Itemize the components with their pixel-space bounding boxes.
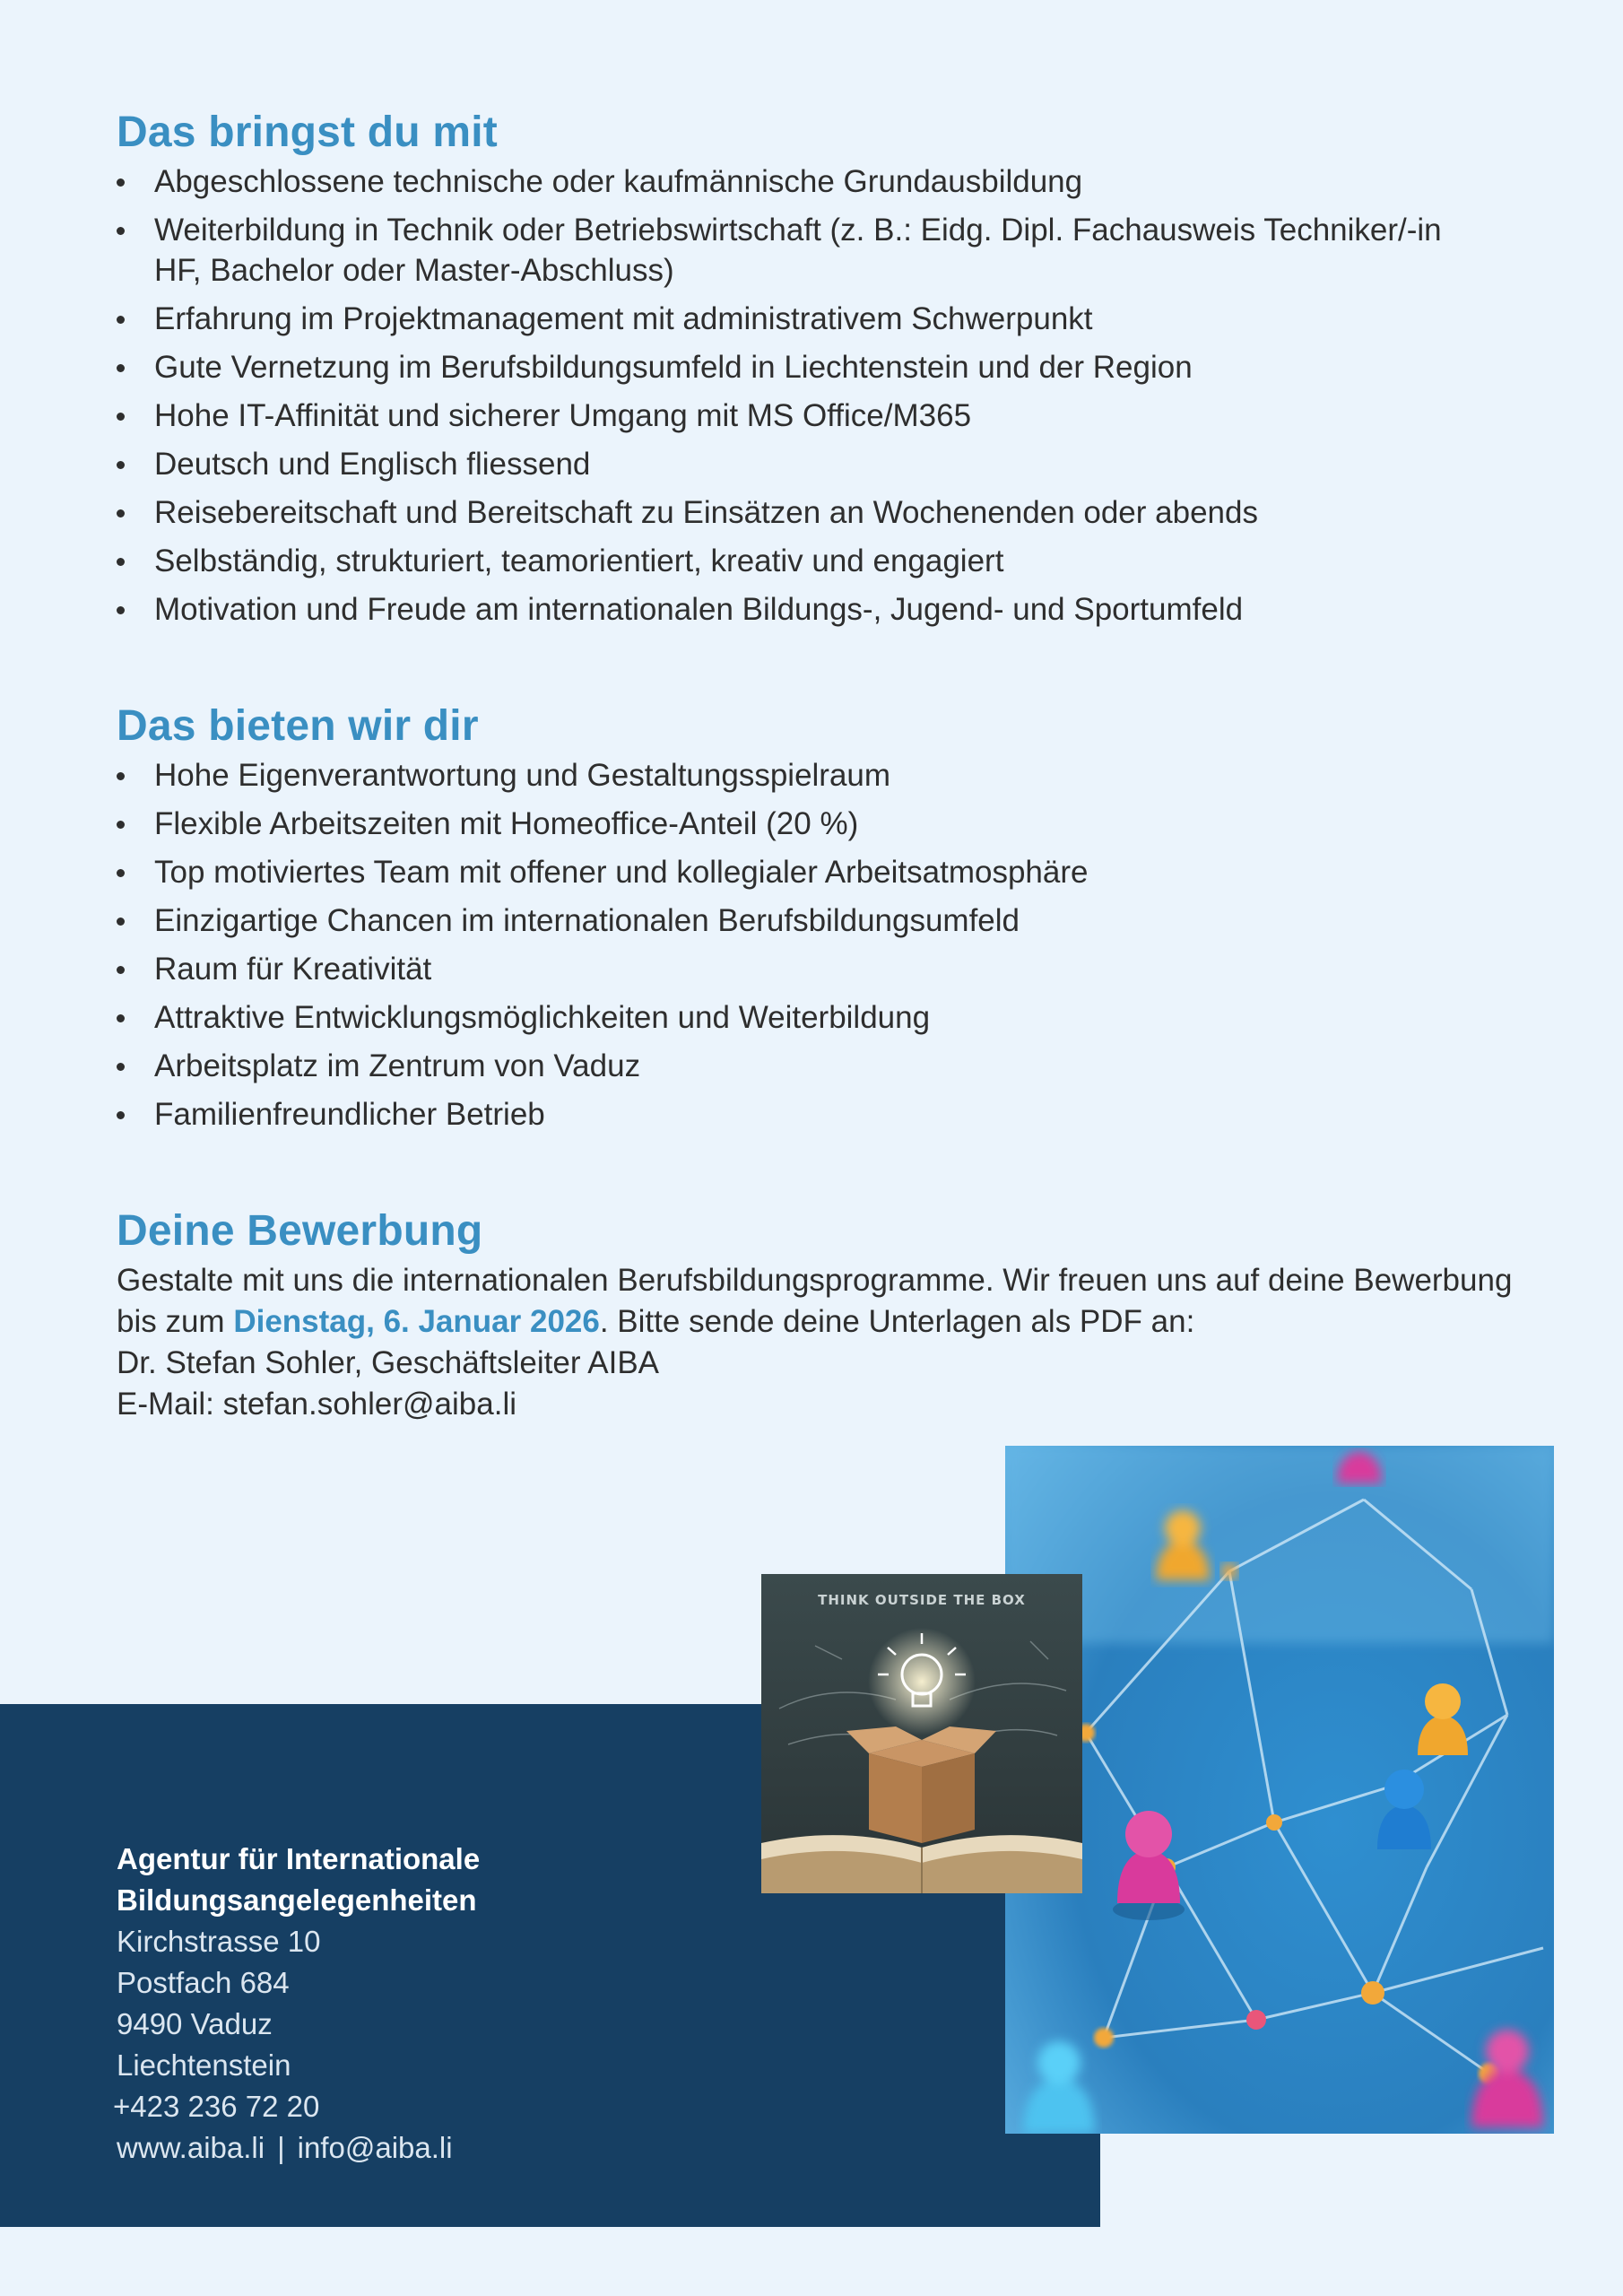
address-street: Kirchstrasse 10	[117, 1925, 321, 1958]
requirements-heading: Das bringst du mit	[117, 109, 498, 156]
list-item: Attraktive Entwicklungsmöglichkeiten und Weiterbildung	[117, 997, 1533, 1038]
list-item: Hohe Eigenverantwortung und Gestaltungsspielraum	[117, 755, 1533, 796]
website-link[interactable]: www.aiba.li	[117, 2131, 265, 2164]
application-text-part: Gestalte mit uns die internationalen Berufsbildungsprogramme. Wir freuen uns auf deine Bewerbung bis zum	[117, 1263, 1513, 1339]
contact-name: Dr. Stefan Sohler, Geschäftsleiter AIBA	[117, 1345, 660, 1380]
list-item: Einzigartige Chancen im internationalen Berufsbildungsumfeld	[117, 900, 1533, 941]
offer-heading: Das bieten wir dir	[117, 702, 479, 750]
list-item: Top motiviertes Team mit offener und kollegialer Arbeitsatmosphäre	[117, 852, 1533, 892]
application-heading: Deine Bewerbung	[117, 1207, 483, 1255]
offer-list	[117, 755, 1533, 1135]
list-item: Raum für Kreativität	[117, 949, 1533, 989]
network-people-photo	[1005, 1446, 1554, 2134]
offer-section	[117, 700, 1533, 1143]
lightbulb-box-photo	[761, 1574, 1082, 1893]
requirements-section	[117, 106, 1533, 638]
contact-email[interactable]: E-Mail: stefan.sohler@aiba.li	[117, 1387, 516, 1422]
list-item: Arbeitsplatz im Zentrum von Vaduz	[117, 1046, 1533, 1086]
list-item: Hohe IT-Affinität und sicherer Umgang mit MS Office/M365	[117, 396, 1533, 436]
separator: |	[277, 2131, 285, 2164]
list-item: Selbständig, strukturiert, teamorientiert, kreativ und engagiert	[117, 541, 1533, 581]
application-text	[117, 1260, 1533, 1343]
org-name-line-2: Bildungsangelegenheiten	[117, 1883, 477, 1917]
list-item: Familienfreundlicher Betrieb	[117, 1094, 1533, 1135]
web-contacts	[117, 2127, 480, 2169]
application-deadline: Dienstag, 6. Januar 2026	[233, 1304, 600, 1339]
photo-caption: THINK OUTSIDE THE BOX	[818, 1592, 1026, 1608]
list-item: Deutsch und Englisch fliessend	[117, 444, 1533, 484]
email-link[interactable]: info@aiba.li	[297, 2131, 453, 2164]
list-item: Flexible Arbeitszeiten mit Homeoffice-Anteil (20 %)	[117, 804, 1533, 844]
application-text-part: . Bitte sende deine Unterlagen als PDF an:	[599, 1304, 1195, 1339]
requirements-list	[117, 161, 1533, 630]
cardboard-box	[846, 1726, 996, 1843]
address-po-box: Postfach 684	[117, 1966, 290, 1999]
org-name-line-1: Agentur für Internationale	[117, 1842, 481, 1875]
list-item: Reisebereitschaft und Bereitschaft zu Einsätzen an Wochenenden oder abends	[117, 492, 1533, 533]
list-item: Gute Vernetzung im Berufsbildungsumfeld in Liechtenstein und der Region	[117, 347, 1533, 387]
list-item: Erfahrung im Projektmanagement mit administrativem Schwerpunkt	[117, 299, 1533, 339]
phone-number[interactable]: +423 236 72 20	[113, 2090, 320, 2123]
address-country: Liechtenstein	[117, 2048, 291, 2082]
application-section	[117, 1205, 1533, 1425]
address-city: 9490 Vaduz	[117, 2007, 273, 2040]
list-item: Motivation und Freude am internationalen Bildungs-, Jugend- und Sportumfeld	[117, 589, 1533, 630]
list-item: Weiterbildung in Technik oder Betriebswirtschaft (z. B.: Eidg. Dipl. Fachausweis Techniker/-in HF, Bachelor oder Master-Abschluss)	[117, 210, 1533, 291]
list-item: Abgeschlossene technische oder kaufmännische Grundausbildung	[117, 161, 1533, 202]
footer-address	[113, 1839, 481, 2169]
